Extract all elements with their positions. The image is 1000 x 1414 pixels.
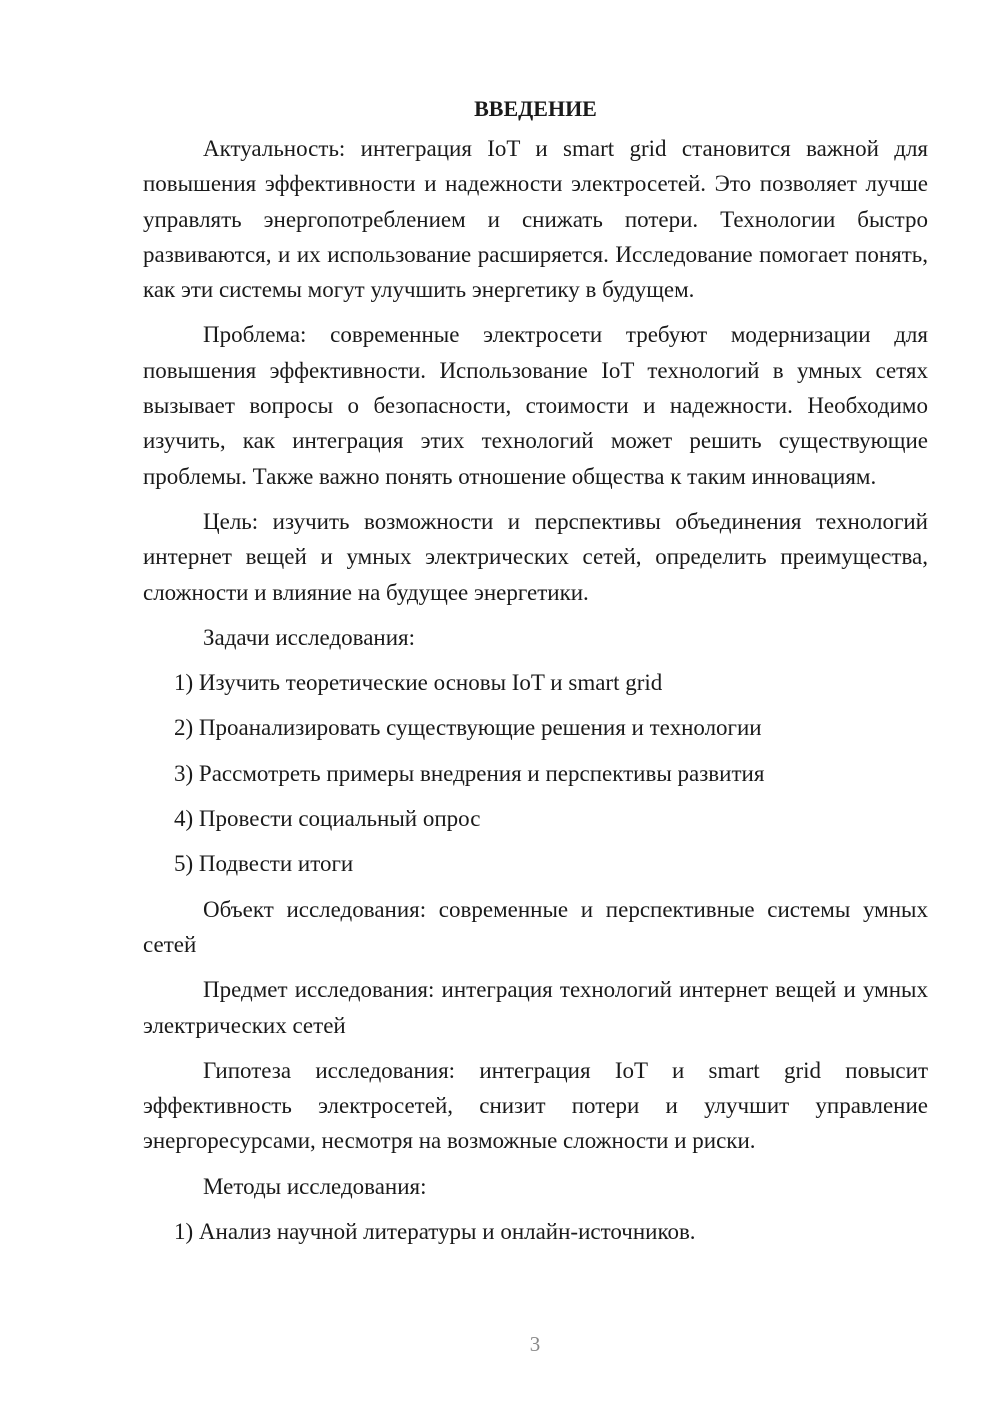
section-title: ВВЕДЕНИЕ <box>474 96 597 121</box>
list-item: 5) Подвести итоги <box>174 851 354 877</box>
paragraph-problem: Проблема: современные электросети требуют модернизации для повышения эффективности. Использование IoT технологий в умных сетях вызывает вопросы о безопасности, стоимости и надежности. Необходимо изучить, как интеграция этих технологий может решить существующие проблемы. Также важно понять отношение общества к таким инновациям. <box>143 322 928 489</box>
list-item: 2) Проанализировать существующие решения и технологии <box>174 715 762 741</box>
list-item: 4) Провести социальный опрос <box>174 806 481 832</box>
tasks-heading: Задачи исследования: <box>203 624 416 650</box>
list-item: 1) Изучить теоретические основы IoT и smart grid <box>174 670 663 696</box>
tasks-list <box>143 665 928 881</box>
paragraph-relevance: Актуальность: интеграция IoT и smart grid становится важной для повышения эффективности и надежности электросетей. Это позволяет лучше управлять энергопотреблением и снижать потери. Технологии быстро развиваются, и их использование расширяется. Исследование помогает понять, как эти системы могут улучшить энергетику в будущем. <box>143 136 928 303</box>
list-item: 3) Рассмотреть примеры внедрения и перспективы развития <box>174 760 765 786</box>
paragraph-hypothesis: Гипотеза исследования: интеграция IoT и smart grid повысит эффективность электросетей, снизит потери и улучшит управление энергоресурсами, несмотря на возможные сложности и риски. <box>143 1057 928 1154</box>
page-content <box>143 92 928 1259</box>
list-item: 1) Анализ научной литературы и онлайн-источников. <box>174 1219 696 1245</box>
paragraph-goal: Цель: изучить возможности и перспективы объединения технологий интернет вещей и умных электрических сетей, определить преимущества, сложности и влияние на будущее энергетики. <box>143 508 928 605</box>
paragraph-subject: Предмет исследования: интеграция технологий интернет вещей и умных электрических сетей <box>143 977 928 1038</box>
methods-heading: Методы исследования: <box>203 1173 427 1199</box>
page-number: 3 <box>529 1332 541 1356</box>
methods-list <box>143 1214 928 1249</box>
paragraph-object: Объект исследования: современные и перспективные системы умных сетей <box>143 896 928 957</box>
